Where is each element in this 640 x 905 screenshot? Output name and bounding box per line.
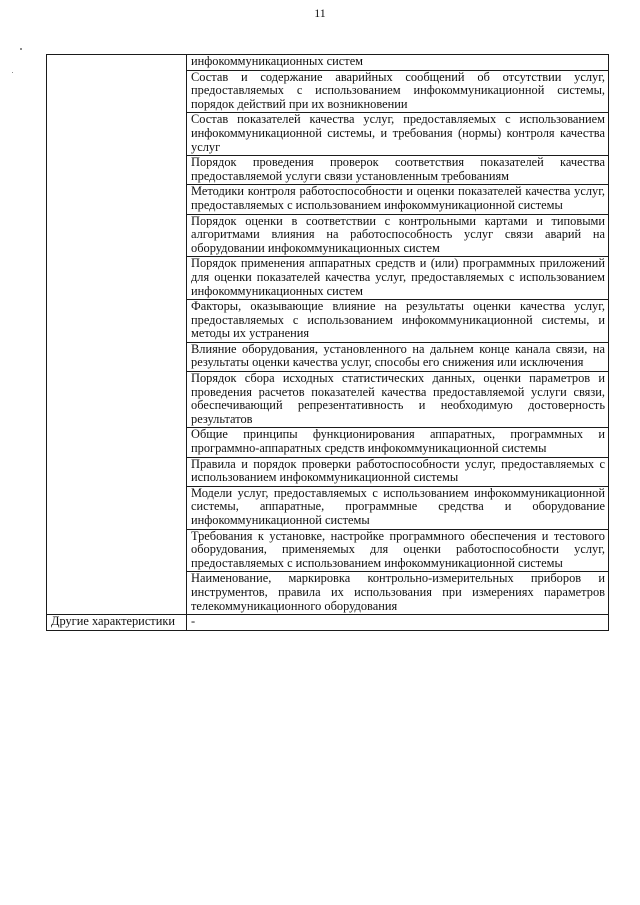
other-characteristics-value: - — [187, 615, 609, 631]
table-cell: инфокоммуникационных систем — [187, 55, 609, 71]
table-cell: Методики контроля работоспособности и оценки показателей качества услуг, предоставляемых с использованием инфокоммуникационной системы — [187, 185, 609, 214]
table-cell: Состав показателей качества услуг, предоставляемых с использованием инфокоммуникационной системы, и требования (нормы) контроля качества услуг — [187, 113, 609, 156]
table-row — [47, 55, 609, 71]
other-characteristics-label: Другие характеристики — [47, 615, 187, 631]
table-cell: Правила и порядок проверки работоспособности услуг, предоставляемых с использованием инфокоммуникационной системы — [187, 457, 609, 486]
table-cell: Модели услуг, предоставляемых с использованием инфокоммуникационной системы, аппаратные, программные средства и оборудование инфокоммуникационной системы — [187, 486, 609, 529]
table-cell: Наименование, маркировка контрольно-измерительных приборов и инструментов, правила их использования при измерениях параметров телекоммуникационного оборудования — [187, 572, 609, 615]
table-cell: Порядок проведения проверок соответствия показателей качества предоставляемой услуги связи установленным требованиям — [187, 156, 609, 185]
table-cell: Факторы, оказывающие влияние на результаты оценки качества услуг, предоставляемых с использованием инфокоммуникационной системы, и методы их устранения — [187, 300, 609, 343]
table-cell: Требования к установке, настройке программного обеспечения и тестового оборудования, применяемых для оценки работоспособности услуг, предоставляемых с использованием инфокоммуникационной системы — [187, 529, 609, 572]
table-cell: Состав и содержание аварийных сообщений об отсутствии услуг, предоставляемых с использованием инфокоммуникационной системы, порядок действий при их возникновении — [187, 70, 609, 113]
table-cell: Порядок сбора исходных статистических данных, оценки параметров и проведения расчетов показателей качества предоставляемой услуги связи, обеспечивающий репрезентативность и необходимую достоверность результатов — [187, 372, 609, 428]
table-cell: Порядок применения аппаратных средств и (или) программных приложений для оценки показателей качества услуг, предоставляемых с использованием инфокоммуникационных систем — [187, 257, 609, 300]
page-number: 11 — [314, 6, 326, 20]
table-cell: Общие принципы функционирования аппаратных, программных и программно-аппаратных средств инфокоммуникационной системы — [187, 428, 609, 457]
scan-speck — [12, 72, 13, 73]
merged-label-cell — [47, 55, 187, 615]
table-cell: Влияние оборудования, установленного на дальнем конце канала связи, на результаты оценки качества услуг, способы его снижения или исключения — [187, 342, 609, 371]
footer-row — [47, 615, 609, 631]
knowledge-table — [46, 54, 609, 631]
table-cell: Порядок оценки в соответствии с контрольными картами и типовыми алгоритмами влияния на работоспособность услуг связи аварий на оборудовании инфокоммуникационных систем — [187, 214, 609, 257]
scan-speck — [20, 48, 22, 50]
